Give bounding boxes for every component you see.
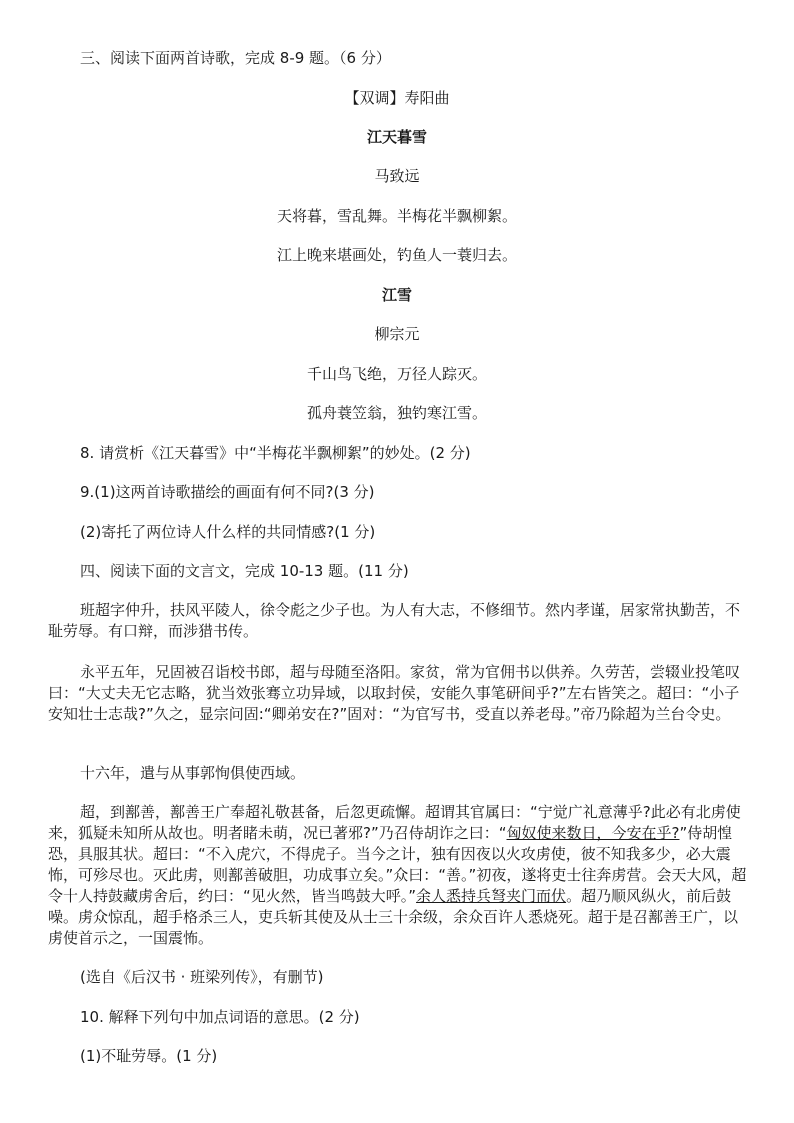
poem1-genre: 【双调】寿阳曲 — [344, 89, 450, 107]
question-10-item-1: (1)不耻劳辱。(1 分) — [80, 1047, 218, 1065]
question-8: 8. 请赏析《江天暮雪》中“半梅花半飘柳絮”的妙处。(2 分) — [80, 444, 471, 462]
passage-paragraph-1-text: 班超字仲升，扶风平陵人，徐令彪之少子也。为人有大志，不修细节。然内孝谨，居家常执勤苦，不耻劳辱。有口辩，而涉猎书传。 — [48, 601, 741, 640]
passage-source: (选自《后汉书 · 班梁列传》，有删节) — [80, 968, 324, 986]
passage-paragraph-2-text: 永平五年，兄固被召诣校书郎，超与母随至洛阳。家贫，常为官佣书以供养。久劳苦，尝辍业投笔叹曰：“大丈夫无它志略，犹当效张骞立功异域，以取封侯，安能久事笔研间乎?”左右皆笑之。超曰：“小子安知壮士志哉?”久之，显宗问固:“卿弟安在?”固对：“为官写书，受直以养老母。”帝乃除超为兰台令史。 — [48, 663, 741, 723]
section3-heading: 三、阅读下面两首诗歌，完成 8-9 题。（6 分） — [80, 49, 391, 67]
passage-paragraph-3 — [48, 763, 752, 784]
poem1-title: 江天暮雪 — [366, 128, 427, 146]
question-10: 10. 解释下列句中加点词语的意思。(2 分) — [80, 1008, 360, 1026]
question-9-part2: (2)寄托了两位诗人什么样的共同情感?(1 分) — [80, 523, 376, 541]
passage-paragraph-4-text-a: 超，到鄯善，鄯善王广奉超礼敬甚备，后忽更疏懈。超谓其官属曰：“宁觉广礼意薄乎?此必有北虏使来，狐疑未知所从故也。明者睹未萌，况已著邪?”乃召侍胡诈之曰：“ — [48, 803, 741, 842]
passage-paragraph-3-text: 十六年，遣与从事郭恂俱使西域。 — [80, 764, 306, 782]
section4-heading: 四、阅读下面的文言文，完成 10-13 题。(11 分) — [80, 562, 409, 580]
poem1-author: 马致远 — [374, 167, 420, 185]
passage-paragraph-2 — [48, 662, 752, 725]
poem1-line1: 天将暮，雪乱舞。半梅花半飘柳絮。 — [276, 207, 517, 225]
passage-paragraph-1 — [48, 600, 752, 642]
poem2-author: 柳宗元 — [374, 325, 420, 343]
passage-paragraph-4-text-c: 。超乃顺风纵火，前后鼓噪。虏众惊乱，超手格杀三人，吏兵斩其使及从士三十余级，余众百许人悉烧死。超于是召鄯善王广，以虏使首示之，一国震怖。 — [48, 887, 739, 947]
poem2-line1: 千山鸟飞绝，万径人踪灭。 — [306, 365, 487, 383]
poem1-line2: 江上晚来堪画处，钓鱼人一蓑归去。 — [276, 246, 517, 264]
underlined-sentence-1: 匈奴使来数日，今安在乎? — [506, 824, 680, 842]
poem2-line2: 孤舟蓑笠翁，独钓寒江雪。 — [306, 404, 487, 422]
question-9-part1: 9.(1)这两首诗歌描绘的画面有何不同?(3 分) — [80, 483, 375, 501]
passage-paragraph-4-text-b: ”侍胡惶恐，具服其状。超曰：“不入虎穴，不得虎子。当今之计，独有因夜以火攻虏使，彼不知我多少，必大震怖，可殄尽也。灭此虏，则鄯善破胆，功成事立矣。”众曰：“善。”初夜，遂将吏士往奔虏营。会天大风，超令十人持鼓藏虏舍后，约曰：“见火然，皆当鸣鼓大呼。” — [48, 824, 747, 905]
underlined-sentence-2: 余人悉持兵弩夹门而伏 — [416, 887, 567, 905]
passage-paragraph-4 — [48, 802, 752, 949]
poem2-title: 江雪 — [381, 286, 412, 304]
